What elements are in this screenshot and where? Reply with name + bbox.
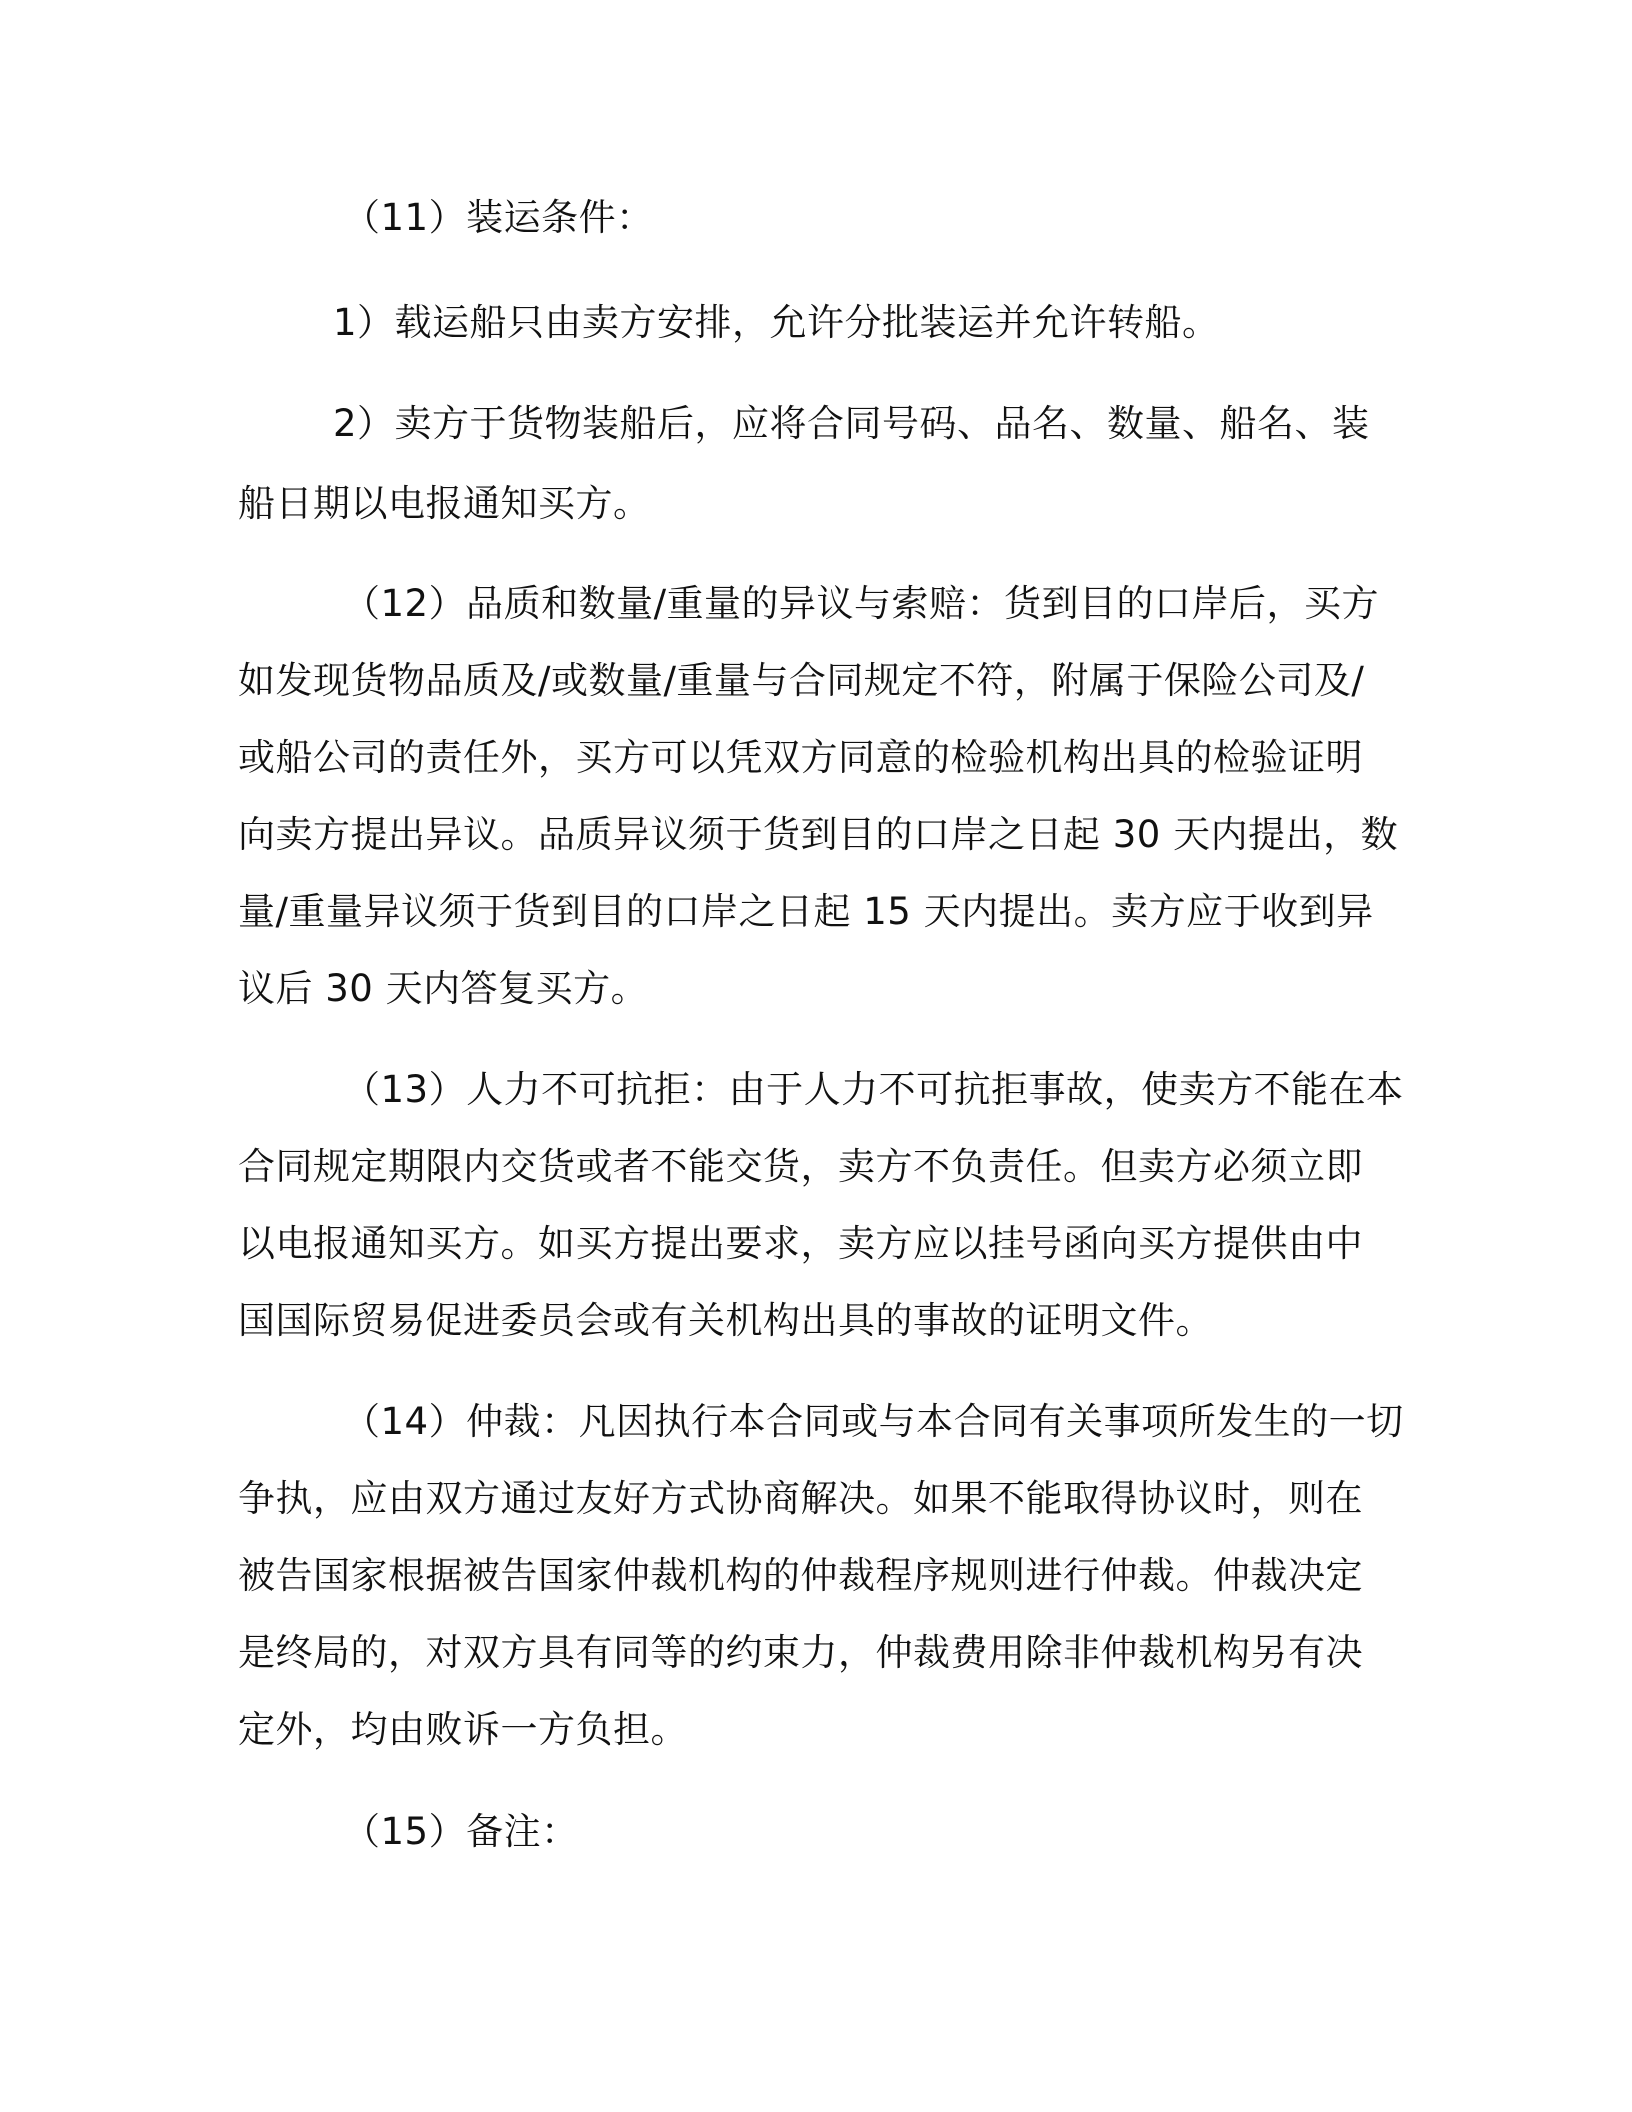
section-11-item-2-line: 2）卖方于货物装船后，应将合同号码、品名、数量、船名、装 — [333, 402, 1370, 445]
section-14-line: 争执，应由双方通过友好方式协商解决。如果不能取得协议时，则在 — [238, 1477, 1363, 1520]
section-14-line: 被告国家根据被告国家仲裁机构的仲裁程序规则进行仲裁。仲裁决定 — [238, 1554, 1363, 1597]
section-13-line: 合同规定期限内交货或者不能交货，卖方不负责任。但卖方必须立即 — [238, 1145, 1363, 1188]
section-12-line: （12）品质和数量/重量的异议与索赔：货到目的口岸后，买方 — [343, 582, 1380, 625]
section-14-line: 是终局的，对双方具有同等的约束力，仲裁费用除非仲裁机构另有决 — [238, 1631, 1363, 1674]
section-12-line: 向卖方提出异议。品质异议须于货到目的口岸之日起 30 天内提出，数 — [238, 813, 1399, 856]
section-13-line: 以电报通知买方。如买方提出要求，卖方应以挂号函向买方提供由中 — [238, 1222, 1363, 1265]
section-12-line: 议后 30 天内答复买方。 — [238, 967, 649, 1010]
section-12-line: 或船公司的责任外，买方可以凭双方同意的检验机构出具的检验证明 — [238, 736, 1363, 779]
section-15-heading: （15）备注： — [343, 1810, 579, 1853]
section-11-item-2-line: 船日期以电报通知买方。 — [238, 482, 651, 525]
section-14-line: 定外，均由败诉一方负担。 — [238, 1708, 688, 1751]
section-13-line: 国国际贸易促进委员会或有关机构出具的事故的证明文件。 — [238, 1299, 1213, 1342]
section-14-line: （14）仲裁：凡因执行本合同或与本合同有关事项所发生的一切 — [343, 1400, 1404, 1443]
section-12-line: 如发现货物品质及/或数量/重量与合同规定不符，附属于保险公司及/ — [238, 659, 1365, 702]
section-13-line: （13）人力不可抗拒：由于人力不可抗拒事故，使卖方不能在本 — [343, 1068, 1404, 1111]
section-12-line: 量/重量异议须于货到目的口岸之日起 15 天内提出。卖方应于收到异 — [238, 890, 1374, 933]
section-11-item-1: 1）载运船只由卖方安排，允许分批装运并允许转船。 — [333, 301, 1220, 344]
section-11-heading: （11）装运条件： — [343, 196, 654, 239]
